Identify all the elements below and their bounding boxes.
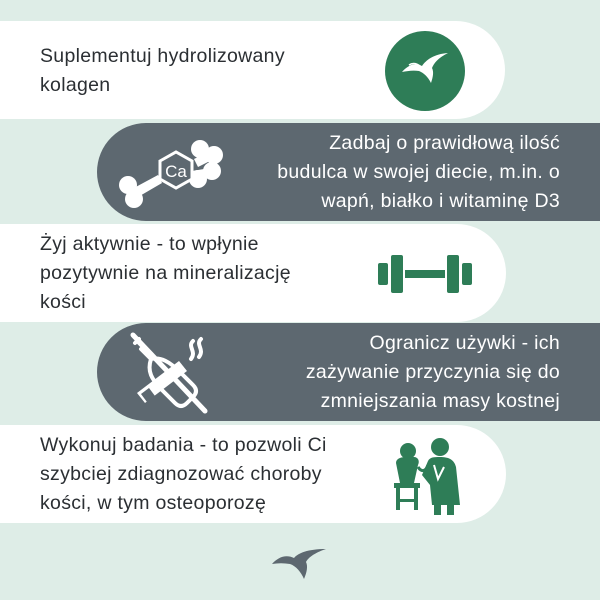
tip-3-text: Żyj aktywnie - to wpłynie pozytywnie na mineralizację kości: [40, 233, 291, 313]
no-alcohol-smoking-icon: [127, 331, 211, 415]
hummingbird-logo-icon: [384, 30, 466, 112]
dumbbell-icon: [378, 253, 472, 295]
tip-4: [97, 323, 600, 421]
tip-4-text: Ogranicz używki - ich zażywanie przyczynia się do zmniejszania masy kostnej: [305, 332, 560, 412]
calcium-label: Ca: [165, 162, 187, 181]
tip-3: [0, 224, 506, 322]
tip-5-text: Wykonuj badania - to pozwoli Ci szybciej zdiagnozować choroby kości, w tym osteoporozę: [40, 434, 327, 514]
tip-1-text: Suplementuj hydrolizowany kolagen: [40, 45, 285, 96]
tip-2: [97, 123, 600, 221]
tip-1: [0, 21, 505, 119]
calcium-bone-icon: [114, 133, 244, 213]
doctor-patient-icon: [388, 435, 468, 517]
tip-5: [0, 425, 506, 523]
tip-2-text: Zadbaj o prawidłową ilość budulca w swojej diecie, m.in. o wapń, białko i witaminę D3: [277, 132, 560, 212]
hummingbird-logo-icon: [270, 548, 330, 580]
